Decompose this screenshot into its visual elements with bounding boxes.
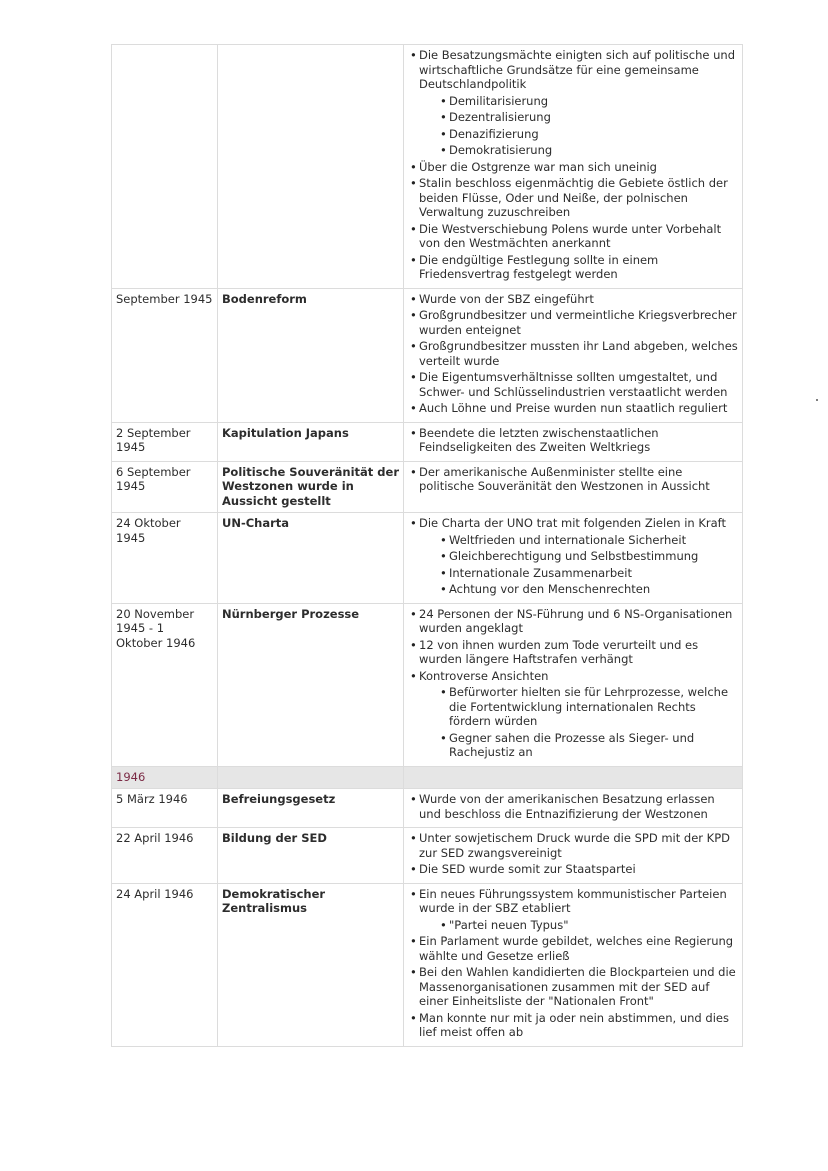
bullet-text: Die endgültige Festlegung sollte in einem Friedensvertrag festgelegt werden	[419, 252, 659, 281]
bullet-item	[419, 370, 738, 399]
bullet-list	[408, 516, 738, 597]
event-title: UN-Charta	[218, 513, 404, 604]
year-header-spacer	[404, 766, 743, 789]
bullet-text: Kontroverse Ansichten	[419, 668, 549, 683]
event-date: 6 September 1945	[112, 461, 218, 513]
event-description	[404, 883, 743, 1046]
event-description	[404, 828, 743, 884]
bullet-item	[419, 292, 738, 307]
event-title: Bildung der SED	[218, 828, 404, 884]
event-date	[112, 45, 218, 289]
bullet-text: 12 von ihnen wurden zum Tode verurteilt und es wurden längere Haftstrafen verhängt	[419, 637, 699, 666]
event-description	[404, 461, 743, 513]
sub-bullet-item: • Internationale Zusammenarbeit	[449, 566, 738, 581]
bullet-item	[419, 222, 738, 251]
bullet-text: Über die Ostgrenze war man sich uneinig	[419, 159, 657, 174]
bullet-text: Die Besatzungsmächte einigten sich auf politische und wirtschaftliche Grundsätze für eine gemeinsame Deutschlandpolitik	[419, 48, 736, 91]
event-date: September 1945	[112, 288, 218, 422]
sub-bullet-list	[419, 533, 738, 597]
bullet-item	[419, 516, 738, 597]
table-row	[112, 789, 743, 828]
table-row	[112, 883, 743, 1046]
bullet-item	[419, 160, 738, 175]
bullet-item	[419, 308, 738, 337]
bullet-text: Beendete die letzten zwischenstaatlichen Feindseligkeiten des Zweiten Weltkriegs	[419, 425, 659, 454]
bullet-item	[419, 339, 738, 368]
event-date: 22 April 1946	[112, 828, 218, 884]
bullet-text: Unter sowjetischem Druck wurde die SPD mit der KPD zur SED zwangsvereinigt	[419, 831, 730, 860]
stray-dot	[816, 399, 818, 401]
bullet-list	[408, 426, 738, 455]
table-row	[112, 603, 743, 766]
bullet-list	[408, 792, 738, 821]
bullet-text: Die Charta der UNO trat mit folgenden Zielen in Kraft	[419, 516, 727, 530]
bullet-text: Stalin beschloss eigenmächtig die Gebiete östlich der beiden Flüsse, Oder und Neiße, der polnischen Verwaltung zuzuschreiben	[419, 176, 728, 219]
bullet-list	[408, 292, 738, 416]
event-title: Politische Souveränität der Westzonen wurde in Aussicht gestellt	[218, 461, 404, 513]
bullet-item	[419, 607, 738, 636]
bullet-text: Die Westverschiebung Polens wurde unter Vorbehalt von den Westmächten anerkannt	[419, 221, 722, 250]
sub-bullet-item: • Weltfrieden und internationale Sicherheit	[449, 533, 738, 548]
event-title: Bodenreform	[218, 288, 404, 422]
bullet-item	[419, 426, 738, 455]
event-description	[404, 789, 743, 828]
event-date: 2 September 1945	[112, 422, 218, 461]
event-description	[404, 513, 743, 604]
bullet-text: Bei den Wahlen kandidierten die Blockparteien und die Massenorganisationen zusammen mit der SED auf einer Einheitsliste der "Nationalen Front"	[419, 965, 736, 1008]
bullet-text: Ein neues Führungssystem kommunistischer Parteien wurde in der SBZ etabliert	[419, 886, 727, 915]
bullet-list	[408, 887, 738, 1040]
bullet-text: Die Eigentumsverhältnisse sollten umgestaltet, und Schwer- und Schlüsselindustrien verstaatlicht werden	[419, 370, 728, 399]
event-title: Befreiungsgesetz	[218, 789, 404, 828]
bullet-text: Auch Löhne und Preise wurden nun staatlich reguliert	[419, 401, 728, 415]
event-description	[404, 422, 743, 461]
bullet-text: Großgrundbesitzer und vermeintliche Kriegsverbrecher wurden enteignet	[419, 308, 737, 337]
timeline-table	[111, 44, 743, 1047]
table-row	[112, 45, 743, 289]
bullet-item	[419, 965, 738, 1009]
timeline-body	[112, 45, 743, 1047]
event-date: 5 März 1946	[112, 789, 218, 828]
event-date: 20 November 1945 - 1 Oktober 1946	[112, 603, 218, 766]
year-header-label: 1946	[112, 766, 218, 789]
table-row	[112, 828, 743, 884]
bullet-item	[419, 934, 738, 963]
bullet-item	[419, 862, 738, 877]
sub-bullet-item: • Dezentralisierung	[449, 110, 738, 125]
bullet-item	[419, 887, 738, 933]
table-row	[112, 461, 743, 513]
bullet-item	[419, 176, 738, 220]
bullet-text: Der amerikanische Außenminister stellte eine politische Souveränität den Westzonen in Aussicht	[419, 464, 710, 493]
bullet-text: 24 Personen der NS-Führung und 6 NS-Organisationen wurden angeklagt	[419, 606, 733, 635]
year-header-spacer	[218, 766, 404, 789]
event-description	[404, 288, 743, 422]
event-title: Nürnberger Prozesse	[218, 603, 404, 766]
sub-bullet-list	[419, 94, 738, 158]
bullet-item	[419, 831, 738, 860]
bullet-text: Wurde von der SBZ eingeführt	[419, 291, 594, 306]
event-date: 24 Oktober 1945	[112, 513, 218, 604]
year-header-row	[112, 766, 743, 789]
bullet-item	[419, 48, 738, 158]
bullet-text: Die SED wurde somit zur Staatspartei	[419, 862, 636, 876]
bullet-item	[419, 669, 738, 760]
table-row	[112, 288, 743, 422]
bullet-text: Großgrundbesitzer mussten ihr Land abgeben, welches verteilt wurde	[419, 339, 738, 368]
event-description	[404, 45, 743, 289]
sub-bullet-item: • Denazifizierung	[449, 127, 738, 142]
sub-bullet-item: • Demilitarisierung	[449, 94, 738, 109]
sub-bullet-item: • Achtung vor den Menschenrechten	[449, 582, 738, 597]
table-row	[112, 422, 743, 461]
bullet-item	[419, 638, 738, 667]
bullet-text: Wurde von der amerikanischen Besatzung erlassen und beschloss die Entnazifizierung der Westzonen	[419, 792, 715, 821]
bullet-item	[419, 401, 738, 416]
bullet-item	[419, 253, 738, 282]
bullet-text: Man konnte nur mit ja oder nein abstimmen, und dies lief meist offen ab	[419, 1010, 729, 1039]
event-title: Kapitulation Japans	[218, 422, 404, 461]
sub-bullet-item: • "Partei neuen Typus"	[449, 918, 738, 933]
sub-bullet-item: • Gleichberechtigung und Selbstbestimmung	[449, 549, 738, 564]
event-date: 24 April 1946	[112, 883, 218, 1046]
bullet-list	[408, 831, 738, 877]
sub-bullet-item: • Befürworter hielten sie für Lehrprozesse, welche die Fortentwicklung internationalen Rechts fördern würden	[449, 685, 738, 729]
bullet-list	[408, 48, 738, 282]
bullet-item	[419, 465, 738, 494]
sub-bullet-list	[419, 918, 738, 933]
bullet-item	[419, 1011, 738, 1040]
bullet-text: Ein Parlament wurde gebildet, welches eine Regierung wählte und Gesetze erließ	[419, 934, 734, 963]
sub-bullet-item: • Gegner sahen die Prozesse als Sieger- und Rachejustiz an	[449, 731, 738, 760]
sub-bullet-item: • Demokratisierung	[449, 143, 738, 158]
event-title	[218, 45, 404, 289]
event-description	[404, 603, 743, 766]
bullet-item	[419, 792, 738, 821]
event-title: Demokratischer Zentralismus	[218, 883, 404, 1046]
sub-bullet-list	[419, 685, 738, 760]
table-row	[112, 513, 743, 604]
bullet-list	[408, 465, 738, 494]
bullet-list	[408, 607, 738, 760]
